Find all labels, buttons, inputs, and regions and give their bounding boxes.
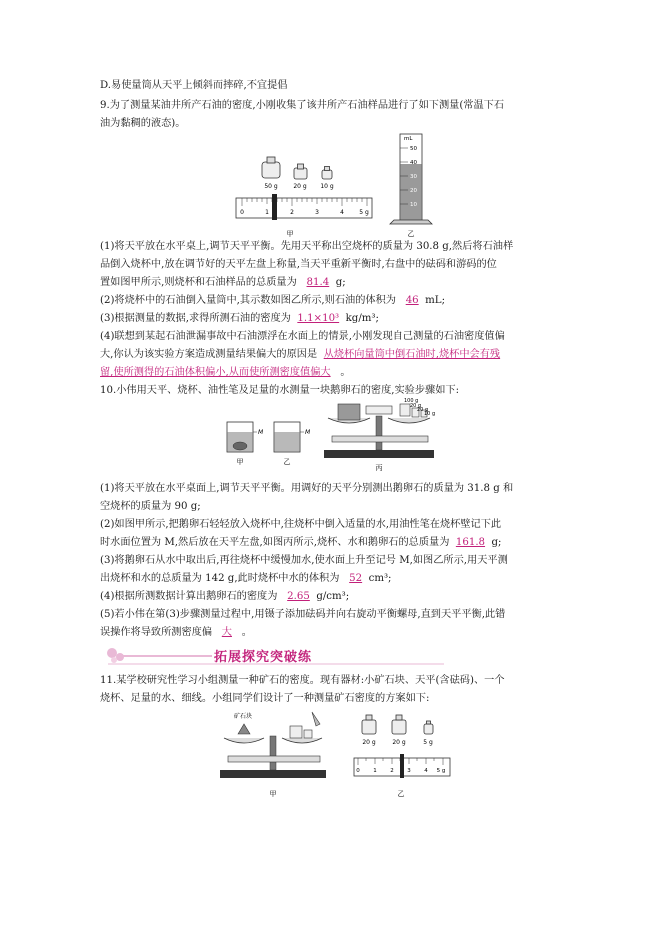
q9-scale-tick: 4 — [340, 209, 344, 216]
q10-mark-m: M — [305, 429, 311, 436]
q11-scale-tick: 0 — [356, 768, 360, 774]
q11-label-a: 甲 — [269, 790, 277, 798]
q10-mark-m: M — [258, 429, 264, 436]
q10-p3-line1: (3)将鹅卵石从水中取出后,再往烧杯中缓慢加水,使水面上升至记号 M,如图乙所示,用天平测 — [100, 555, 508, 566]
q9-p1-line2: 品倒入烧杯中,放在调节好的天平左盘上称量,当天平重新平衡时,右盘中的砝码和游码的位 — [100, 259, 497, 270]
q9-scale-tick: 5 g — [359, 209, 369, 216]
q9-cyl-tick: 50 — [410, 146, 417, 152]
q11-scale-tick: 1 — [373, 768, 377, 774]
q9-weight-10g — [320, 167, 334, 191]
q9-answer-1: 81.4 — [306, 277, 330, 288]
q9-cyl-tick: 20 — [410, 188, 417, 194]
q9-figure — [232, 128, 442, 240]
q10-label-a: 甲 — [236, 458, 244, 466]
q11-rider — [400, 754, 404, 778]
q9-p3: (3)根据测量的数据,求得所测石油的密度为 1.1×10³ kg/m³; — [100, 313, 379, 324]
q11-weights-scale — [354, 715, 450, 798]
q9-p4-line3: 留,使所测得的石油体积偏小,从而使所测密度值偏大 。 — [100, 367, 351, 378]
q11-scale-tick: 5 g — [436, 768, 446, 774]
q9-cyl-tick: 40 — [410, 160, 417, 166]
q9-weight-20g — [293, 164, 307, 190]
q10-answer-2: 161.8 — [455, 537, 486, 548]
q11-line2: 烧杯、足量的水、细线。小组同学们设计了一种测量矿石密度的方案如下: — [100, 693, 430, 704]
q11-scale-tick: 4 — [424, 768, 428, 774]
q10-answer-4: 2.65 — [287, 591, 310, 602]
q10-label-c: 丙 — [375, 464, 383, 472]
q9-answer-4b: 留,使所测得的石油体积偏小,从而使所测密度值偏大 — [100, 367, 331, 378]
q10-p5-line2: 误操作将导致所测密度偏 大 。 — [100, 627, 252, 638]
q11-weight-label: 5 g — [423, 739, 433, 746]
q9-answer-2: 46 — [405, 295, 419, 306]
q9-p4-line1: (4)联想到某起石油泄漏事故中石油漂浮在水面上的情景,小刚发现自己测量的石油密度值偏 — [100, 331, 505, 342]
q9-intro-line2: 油为黏稠的液态)。 — [100, 118, 186, 129]
q10-weight-label: 20 g — [417, 407, 429, 413]
q9-label-b: 乙 — [407, 230, 415, 238]
q9-label-a: 甲 — [286, 230, 294, 238]
q10-answer-3: 52 — [349, 573, 363, 584]
q9-scale-tick: 3 — [315, 209, 319, 216]
q10-p4: (4)根据所测数据计算出鹅卵石的密度为 2.65 g/cm³; — [100, 591, 350, 602]
q10-p1-line2: 空烧杯的质量为 90 g; — [100, 501, 201, 512]
q9-cyl-tick: 30 — [410, 174, 417, 180]
q9-scale-tick: 2 — [290, 209, 294, 216]
q9-cyl-tick: 10 — [410, 202, 417, 208]
q11-weight-label: 20 g — [392, 739, 406, 746]
q11-scale-tick: 3 — [407, 768, 411, 774]
option-d: D.易使量筒从天平上倾斜而摔碎,不宜提倡 — [100, 80, 288, 91]
q10-weight-label: 10 g — [424, 411, 436, 417]
q10-figure — [224, 396, 446, 476]
q9-weight-label: 20 g — [293, 183, 307, 190]
q10-p2-line1: (2)如图甲所示,把鹅卵石轻轻放入烧杯中,往烧杯中倒入适量的水,用油性笔在烧杯壁记下此 — [100, 519, 502, 530]
q10-p3-line2: 出烧杯和水的总质量为 142 g,此时烧杯中水的体积为 52 cm³; — [100, 573, 392, 584]
q11-rock-label: 矿石块 — [234, 713, 253, 720]
q11-scale-tick: 2 — [390, 768, 394, 774]
q10-label-b: 乙 — [283, 458, 291, 466]
tweezers-icon — [312, 712, 320, 726]
q11-label-b: 乙 — [397, 790, 405, 798]
q11-line1: 11.某学校研究性学习小组测量一种矿石的密度。现有器材:小矿石块、天平(含砝码)、一个 — [100, 675, 505, 686]
q9-p1-line1: (1)将天平放在水平桌上,调节天平平衡。先用天平称出空烧杯的质量为 30.8 g,然后将石油样 — [100, 241, 514, 252]
section-title: 拓展探究突破练 — [214, 650, 313, 665]
q10-weight-label: 20 g — [410, 403, 422, 409]
q9-answer-4a: 从烧杯向量筒中倒石油时,烧杯中会有残 — [323, 349, 501, 360]
q10-beaker-b — [274, 422, 311, 466]
q9-rider — [272, 194, 277, 220]
q9-weight-label: 10 g — [320, 183, 334, 190]
q11-figure — [216, 708, 456, 802]
q9-p4-line2: 大,你认为该实验方案造成测量结果偏大的原因是 从烧杯向量筒中倒石油时,烧杯中会有残 — [100, 349, 501, 360]
q10-p1-line1: (1)将天平放在水平桌面上,调节天平平衡。用调好的天平分别测出鹅卵石的质量为 31.8 g 和 — [100, 483, 514, 494]
q9-scale-tick: 1 — [265, 209, 269, 216]
q11-weight-label: 20 g — [362, 739, 376, 746]
q10-answer-5: 大 — [221, 627, 232, 638]
q9-measuring-cylinder — [390, 134, 432, 224]
q10-p2-line2: 时水面位置为 M,然后放在天平左盘,如图丙所示,烧杯、水和鹅卵石的总质量为 161.8 g; — [100, 537, 502, 548]
q11-balance — [220, 712, 326, 798]
q10-weight-label: 100 g — [404, 398, 419, 404]
q10-beaker-a — [227, 422, 264, 466]
q9-weight-label: 50 g — [264, 183, 278, 190]
q9-scale-tick: 0 — [240, 209, 244, 216]
q9-answer-3: 1.1×10³ — [297, 313, 340, 324]
q9-weight-50g — [262, 157, 280, 190]
q10-intro: 10.小伟用天平、烧杯、油性笔及足量的水测量一块鹅卵石的密度,实验步骤如下: — [100, 385, 460, 396]
q10-p5-line1: (5)若小伟在第(3)步骤测量过程中,用镊子添加砝码并向右旋动平衡螺母,直到天平平衡,此错 — [100, 609, 506, 620]
q10-balance — [324, 398, 435, 472]
q9-tare-scale — [236, 194, 372, 220]
q9-cyl-unit: mL — [404, 136, 413, 142]
q9-p1-line3: 置如图甲所示,则烧杯和石油样品的总质量为 81.4 g; — [100, 277, 346, 288]
q9-p2: (2)将烧杯中的石油倒入量筒中,其示数如图乙所示,则石油的体积为 46 mL; — [100, 295, 445, 306]
q9-intro-line1: 9.为了测量某油井所产石油的密度,小刚收集了该井所产石油样品进行了如下测量(常温下石 — [100, 100, 505, 111]
